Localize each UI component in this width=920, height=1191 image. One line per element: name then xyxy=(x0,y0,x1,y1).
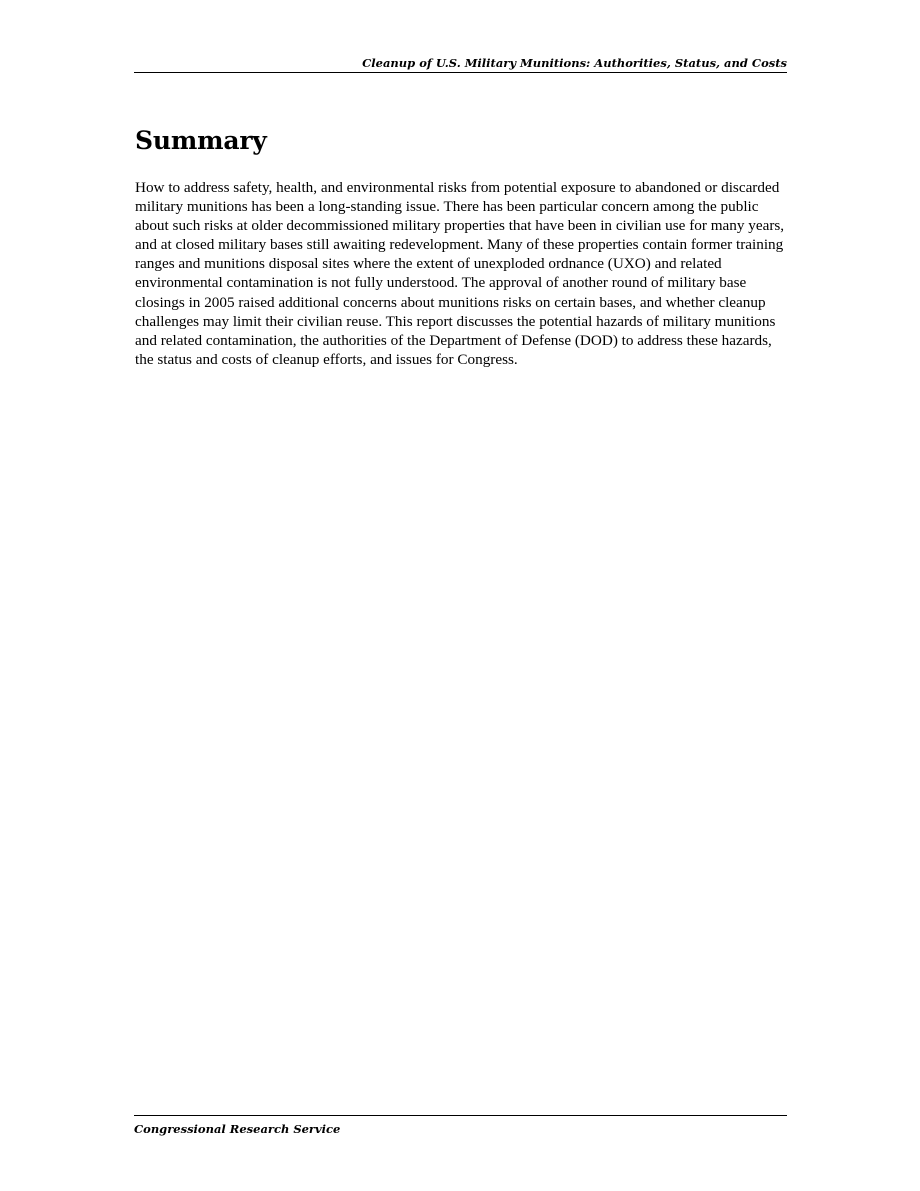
running-footer: Congressional Research Service xyxy=(134,1115,787,1137)
summary-paragraph: How to address safety, health, and environmental risks from potential exposure to abandoned or discarded military munitions has been a long-standing issue. There has been particular concern among the public about such risks at older decommissioned military properties that have been in civilian use for many years, and at closed military bases still awaiting redevelopment. Many of these properties contain former training ranges and munitions disposal sites where the extent of unexploded ordnance (UXO) and related environmental contamination is not fully understood. The approval of another round of military base closings in 2005 raised additional concerns about munitions risks on certain bases, and whether cleanup challenges may limit their civilian reuse. This report discusses the potential hazards of military munitions and related contamination, the authorities of the Department of Defense (DOD) to address these hazards, the status and costs of cleanup efforts, and issues for Congress. xyxy=(135,179,785,368)
page-title: Summary xyxy=(135,126,267,155)
running-header: Cleanup of U.S. Military Munitions: Authorities, Status, and Costs xyxy=(134,56,787,73)
